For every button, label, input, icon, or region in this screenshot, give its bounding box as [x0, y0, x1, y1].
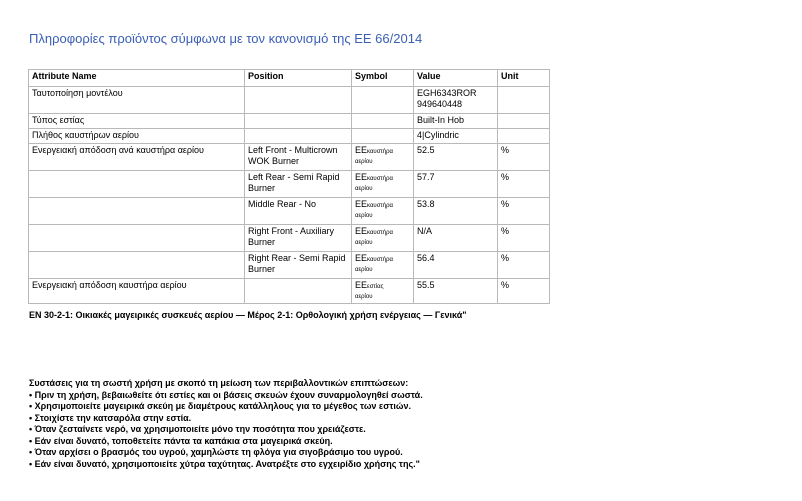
- table-header-row: [29, 70, 550, 87]
- cell-position: [245, 87, 352, 114]
- cell-attribute: Ταυτοποίηση μοντέλου: [29, 87, 245, 114]
- standard-reference-note: EN 30-2-1: Οικιακές μαγειρικές συσκευές αερίου — Μέρος 2-1: Ορθολογική χρήση ενέργειας — Γενικά": [29, 310, 467, 320]
- table-row: [29, 279, 550, 304]
- symbol-main: EE: [355, 226, 368, 236]
- recommendation-item: • Εάν είναι δυνατό, χρησιμοποιείτε χύτρα ταχύτητας. Ανατρέξτε στο εγχειρίδιο χρήσης της.": [29, 458, 420, 469]
- recommendations-block: [29, 378, 499, 470]
- cell-symbol: [352, 171, 414, 198]
- table-row: [29, 144, 550, 171]
- cell-attribute: Πλήθος καυστήρων αερίου: [29, 129, 245, 144]
- cell-value: EGH6343ROR 949640448: [414, 87, 498, 114]
- cell-attribute: [29, 171, 245, 198]
- cell-attribute: [29, 225, 245, 252]
- symbol-main: EE: [355, 145, 368, 155]
- product-info-table: [28, 69, 550, 304]
- cell-position: Left Rear - Semi Rapid Burner: [245, 171, 352, 198]
- cell-value: N/A: [414, 225, 498, 252]
- table-row: [29, 171, 550, 198]
- recommendations-heading: Συστάσεις για τη σωστή χρήση με σκοπό τη μείωση των περιβαλλοντικών επιπτώσεων:: [29, 378, 409, 388]
- cell-symbol: [352, 279, 414, 304]
- cell-unit: %: [498, 279, 550, 304]
- cell-position: Middle Rear - No: [245, 198, 352, 225]
- cell-value: 52.5: [414, 144, 498, 171]
- symbol-subscript: καυστήρα: [367, 230, 393, 236]
- header-position: Position: [245, 70, 352, 87]
- cell-value: 55.5: [414, 279, 498, 304]
- header-value: Value: [414, 70, 498, 87]
- symbol-subscript-line2: αερίου: [355, 159, 373, 165]
- cell-unit: %: [498, 225, 550, 252]
- symbol-main: EE: [355, 172, 368, 182]
- cell-symbol: [352, 225, 414, 252]
- table-row: [29, 129, 550, 144]
- recommendation-item: • Εάν είναι δυνατό, τοποθετείτε πάντα τα καπάκια στα μαγειρικά σκεύη.: [29, 435, 333, 446]
- cell-position: Right Rear - Semi Rapid Burner: [245, 252, 352, 279]
- table-row: [29, 114, 550, 129]
- cell-attribute: Τύπος εστίας: [29, 114, 245, 129]
- recommendation-item: • Όταν ζεσταίνετε νερό, να χρησιμοποιείτε μόνο την ποσότητα που χρειάζεστε.: [29, 424, 366, 434]
- symbol-main: EE: [355, 199, 368, 209]
- cell-position: [245, 114, 352, 129]
- cell-attribute: [29, 198, 245, 225]
- cell-unit: %: [498, 252, 550, 279]
- symbol-main: EE: [355, 280, 368, 290]
- cell-value: 53.8: [414, 198, 498, 225]
- cell-value: 57.7: [414, 171, 498, 198]
- recommendation-item: • Χρησιμοποιείτε μαγειρικά σκεύη με διαμέτρους κατάλληλους για το μέγεθος των εστιών.: [29, 401, 411, 411]
- header-symbol: Symbol: [352, 70, 414, 87]
- symbol-main: EE: [355, 253, 368, 263]
- symbol-subscript: καυστήρα: [367, 176, 393, 182]
- symbol-subscript: εστίας: [367, 284, 384, 290]
- cell-attribute: Ενεργειακή απόδοση καυστήρα αερίου: [29, 279, 245, 304]
- recommendation-item: • Στοιχίστε την κατσαρόλα στην εστία.: [29, 412, 192, 423]
- cell-unit: [498, 129, 550, 144]
- table-row: [29, 198, 550, 225]
- cell-symbol: [352, 87, 414, 114]
- header-unit: Unit: [498, 70, 550, 87]
- recommendation-item: • Όταν αρχίσει ο βρασμός του υγρού, χαμηλώστε τη φλόγα για σιγοβράσιμο του υγρού.: [29, 447, 403, 457]
- cell-value: 4|Cylindric: [414, 129, 498, 144]
- cell-value: 56.4: [414, 252, 498, 279]
- cell-unit: [498, 87, 550, 114]
- symbol-subscript-line2: αερίου: [355, 294, 373, 300]
- cell-symbol: [352, 144, 414, 171]
- cell-position: Left Front - Multicrown WOK Burner: [245, 144, 352, 171]
- cell-attribute: Ενεργειακή απόδοση ανά καυστήρα αερίου: [29, 144, 245, 171]
- symbol-subscript: καυστήρα: [367, 149, 393, 155]
- cell-symbol: [352, 198, 414, 225]
- symbol-subscript: καυστήρα: [367, 203, 393, 209]
- table-row: [29, 225, 550, 252]
- cell-unit: %: [498, 198, 550, 225]
- symbol-subscript: καυστήρα: [367, 257, 393, 263]
- symbol-subscript-line2: αερίου: [355, 240, 373, 246]
- table-row: [29, 87, 550, 114]
- cell-unit: [498, 114, 550, 129]
- cell-position: [245, 279, 352, 304]
- cell-symbol: [352, 114, 414, 129]
- symbol-subscript-line2: αερίου: [355, 213, 373, 219]
- cell-position: [245, 129, 352, 144]
- cell-position: Right Front - Auxiliary Burner: [245, 225, 352, 252]
- page-title: Πληροφορίες προϊόντος σύμφωνα με τον κανονισμό της ΕΕ 66/2014: [29, 31, 423, 46]
- cell-symbol: [352, 252, 414, 279]
- cell-attribute: [29, 252, 245, 279]
- symbol-subscript-line2: αερίου: [355, 186, 373, 192]
- recommendation-item: • Πριν τη χρήση, βεβαιωθείτε ότι εστίες και οι βάσεις σκευών έχουν συναρμολογηθεί σωστά.: [29, 389, 423, 400]
- cell-symbol: [352, 129, 414, 144]
- table-row: [29, 252, 550, 279]
- cell-value: Built-In Hob: [414, 114, 498, 129]
- header-attribute-name: Attribute Name: [29, 70, 245, 87]
- cell-unit: %: [498, 144, 550, 171]
- cell-unit: %: [498, 171, 550, 198]
- symbol-subscript-line2: αερίου: [355, 267, 373, 273]
